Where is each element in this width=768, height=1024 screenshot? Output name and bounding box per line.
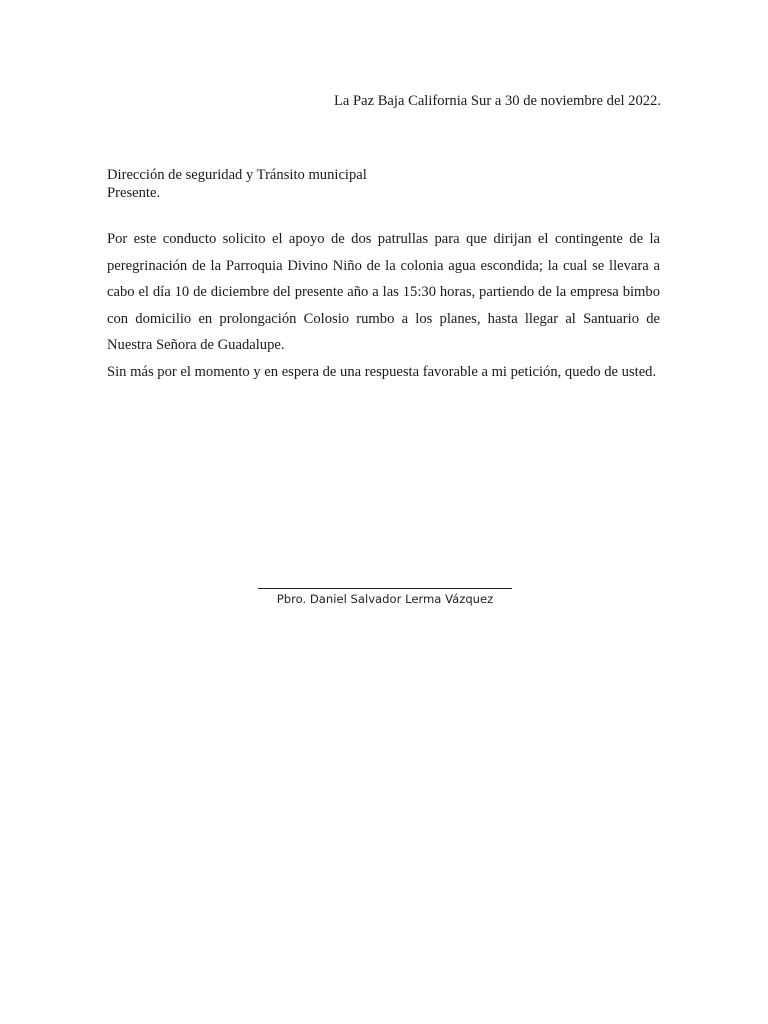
request-paragraph: Por este conducto solicito el apoyo de dos patrullas para que dirijan el contingente de la peregrinación de la Parroquia Divino Niño de la colonia agua escondida; la cual se llevara a cabo el día 10 de diciembre del presente año a las 15:30 horas, partiendo de la empresa bimbo con domicilio en prolongación Colosio rumbo a los planes, hasta llegar al Santuario de Nuestra Señora de Guadalupe. bbox=[107, 231, 660, 354]
signer-name: Pbro. Daniel Salvador Lerma Vázquez bbox=[276, 592, 494, 606]
signature-block bbox=[248, 574, 522, 606]
recipient-block bbox=[107, 166, 367, 202]
letter-body bbox=[107, 226, 660, 386]
signature-line bbox=[258, 574, 512, 589]
closing-paragraph: Sin más por el momento y en espera de una respuesta favorable a mi petición, quedo de usted. bbox=[107, 363, 657, 380]
recipient-salutation: Presente. bbox=[107, 185, 161, 201]
recipient-name: Dirección de seguridad y Tránsito municipal bbox=[107, 167, 367, 183]
date-line: La Paz Baja California Sur a 30 de noviembre del 2022. bbox=[333, 93, 661, 109]
